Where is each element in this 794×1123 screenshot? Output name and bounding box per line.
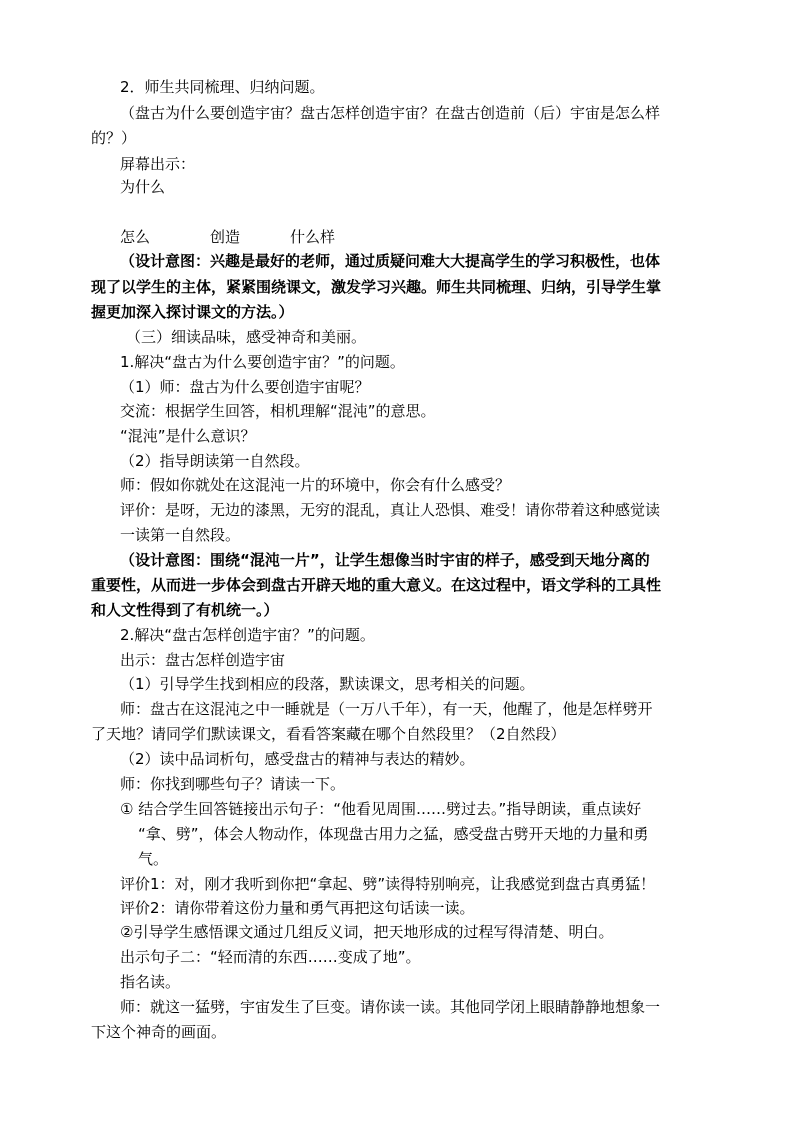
text-line: 评价：是呀，无边的漆黑，无穷的混乱，真让人恐惧、难受！请你带着这种感觉读 — [120, 501, 661, 519]
screen-word-how: 怎么 — [120, 228, 151, 246]
design-intent-line: （设计意图：围绕“混沌一片”，让学生想像当时宇宙的样子，感受到天地分离的 — [120, 551, 650, 569]
design-intent-line: 握更加深入探讨课文的方法。） — [91, 303, 294, 321]
text-line: 出示：盘古怎样创造宇宙 — [120, 651, 286, 669]
text-line: （2）读中品词析句，感受盘古的精神与表达的精妙。 — [120, 750, 475, 768]
text-line: （2）指导朗读第一自然段。 — [120, 452, 310, 470]
text-line: 交流：根据学生回答，相机理解“混沌”的意思。 — [120, 402, 436, 420]
design-intent-line: 和人文性得到了有机统一。） — [91, 601, 279, 619]
design-intent-line: （设计意图：兴趣是最好的老师，通过质疑问难大大提高学生的学习积极性，也体 — [120, 252, 661, 270]
text-line: （1）师：盘古为什么要创造宇宙呢？ — [120, 378, 370, 396]
text-line: 2.解决“盘古怎样创造宇宙？”的问题。 — [120, 626, 375, 644]
text-line: 师：假如你就处在这混沌一片的环境中，你会有什么感受？ — [120, 476, 511, 494]
section-heading: （三）细读品味，感受神奇和美丽。 — [126, 328, 367, 346]
text-line: 评价2：请你带着这份力量和勇气再把这句话读一读。 — [120, 899, 475, 917]
text-line: （1）引导学生找到相应的段落，默读课文，思考相关的问题。 — [120, 675, 535, 693]
text-line: 气。 — [138, 850, 169, 868]
design-intent-line: 重要性，从而进一步体会到盘古开辟天地的重大意义。在这过程中，语文学科的工具性 — [91, 576, 662, 594]
text-line: 一读第一自然段。 — [120, 526, 241, 544]
text-line: 评价1：对，刚才我听到你把“拿起、劈”读得特别响亮，让我感觉到盘古真勇猛！ — [120, 875, 656, 893]
text-line: “拿、劈”，体会人物动作，体现盘古用力之猛，感受盘古劈开天地的力量和勇 — [138, 825, 649, 843]
text-line: 出示句子二：“轻而清的东西……变成了地”。 — [120, 948, 421, 966]
text-line: 指名读。 — [120, 973, 181, 991]
design-intent-line: 现了以学生的主体，紧紧围绕课文，激发学习兴趣。师生共同梳理、归纳，引导学生掌 — [91, 278, 662, 296]
text-line: 了天地？请同学们默读课文，看看答案藏在哪个自然段里？（2自然段） — [91, 725, 566, 743]
text-line: 2．师生共同梳理、归纳问题。 — [120, 78, 325, 96]
text-line: 师：就这一猛劈，宇宙发生了巨变。请你读一读。其他同学闭上眼睛静静地想象一 — [120, 998, 661, 1016]
text-line: ① 结合学生回答链接出示句子：“他看见周围……劈过去。”指导朗读，重点读好 — [120, 800, 642, 818]
text-line: ②引导学生感悟课文通过几组反义词，把天地形成的过程写得清楚、明白。 — [120, 923, 614, 941]
screen-word-what: 什么样 — [290, 228, 336, 246]
screen-word-create: 创造 — [210, 228, 241, 246]
text-line: 为什么 — [120, 178, 166, 196]
text-line: 师：盘古在这混沌之中一睡就是（一万八千年），有一天，他醒了，他是怎样劈开 — [120, 700, 653, 718]
text-line: 屏幕出示： — [120, 155, 196, 173]
text-line: （盘古为什么要创造宇宙？盘古怎样创造宇宙？在盘古创造前（后）宇宙是怎么样 — [120, 104, 661, 122]
text-line: 1.解决“盘古为什么要创造宇宙？”的问题。 — [120, 353, 405, 371]
text-line: “混沌”是什么意识？ — [120, 427, 256, 445]
text-line: 师：你找到哪些句子？请读一下。 — [120, 775, 346, 793]
text-line: 下这个神奇的画面。 — [91, 1023, 227, 1041]
text-line: 的？） — [91, 129, 137, 147]
